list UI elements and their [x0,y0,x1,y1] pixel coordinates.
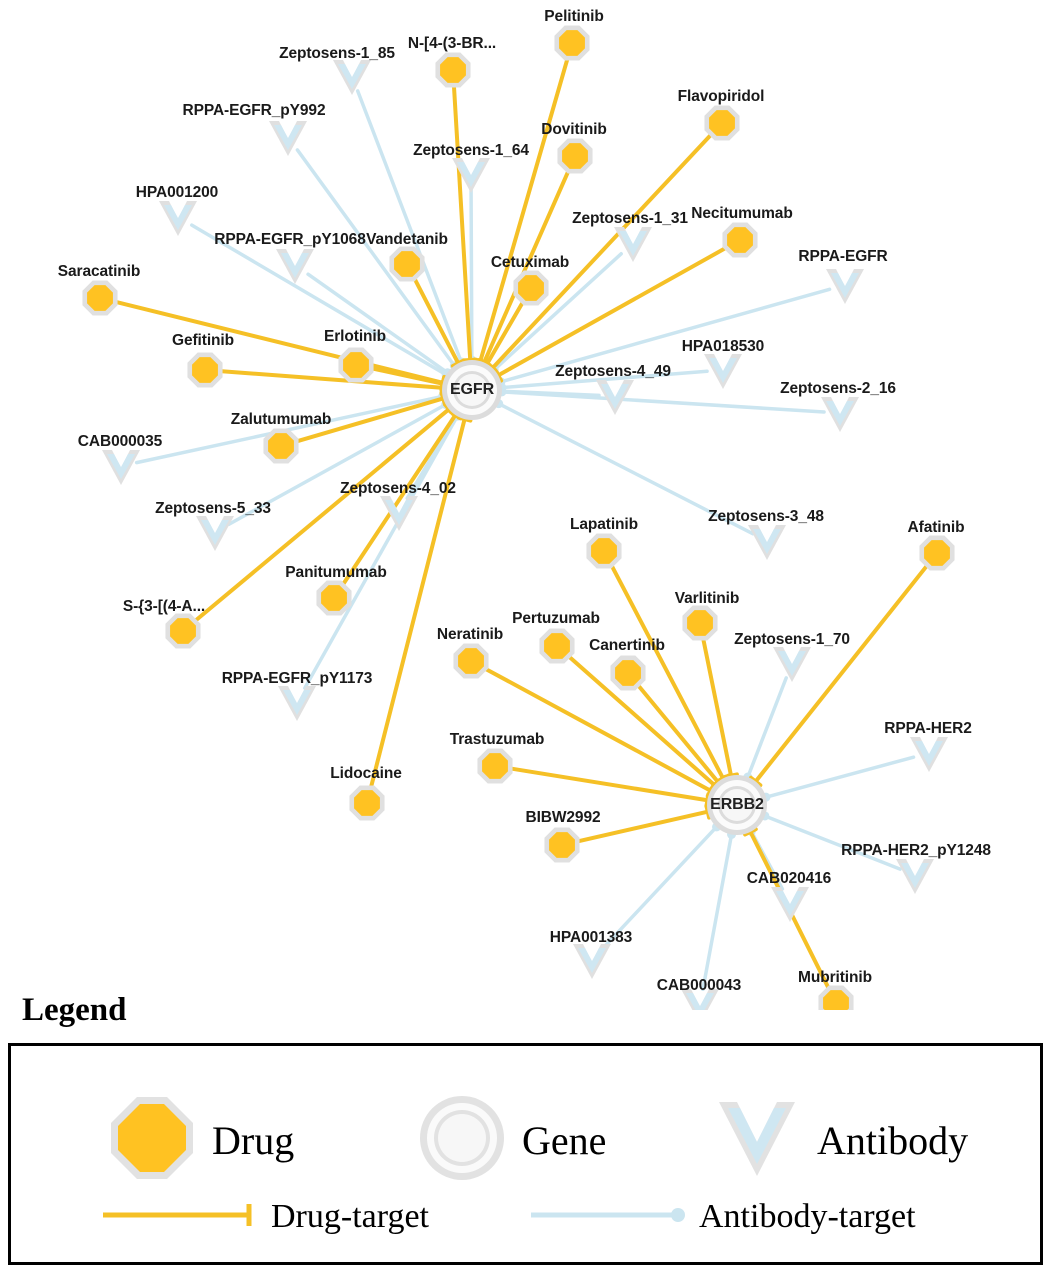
drug-node[interactable] [610,655,645,690]
legend-box [8,1043,1043,1265]
drug-node-label: Saracatinib [57,263,141,280]
antibody-node-label: RPPA-HER2_pY1248 [841,842,991,859]
drug-node-label: Zalutumumab [230,411,332,428]
antibody-node-label: Zeptosens-2_16 [780,380,896,397]
drug-target-edge [756,566,927,781]
drug-node[interactable] [554,25,589,60]
antibody-node[interactable] [573,944,611,979]
antibody-node[interactable] [771,887,809,922]
legend-item-drug [106,1092,294,1189]
drug-node[interactable] [818,985,853,1010]
drug-node-label: Cetuximab [490,254,570,271]
drug-node[interactable] [682,605,717,640]
drug-node-label: Pelitinib [544,8,604,25]
drug-node-label: N-[4-(3-BR... [407,35,497,52]
antibody-node-label: RPPA-EGFR [798,248,888,265]
antibody-node[interactable] [826,269,864,304]
drug-node[interactable] [919,535,954,570]
legend-item-antibody-target [529,1198,916,1236]
gene-node-label: EGFR [449,381,495,398]
legend-label-drug: Drug [212,1118,295,1163]
drug-node[interactable] [349,785,384,820]
drug-node[interactable] [557,138,592,173]
legend-title: Legend [22,992,127,1028]
gene-circle-icon [416,1092,508,1189]
drug-node[interactable] [544,827,579,862]
legend-label-antibody-target: Antibody-target [699,1198,916,1235]
drug-node[interactable] [263,428,298,463]
drug-node-label: S-{3-[(4-A... [122,598,206,615]
drug-node-label: Necitumumab [691,205,793,222]
antibody-node[interactable] [159,201,197,236]
legend-label-antibody: Antibody [817,1118,969,1163]
drug-node[interactable] [539,628,574,663]
antibody-node-label: RPPA-EGFR_pY992 [182,102,326,119]
drug-node[interactable] [477,748,512,783]
antibody-node-label: Zeptosens-5_33 [155,500,271,517]
drug-node-label: Trastuzumab [449,731,545,748]
antibody-node-label: RPPA-EGFR_pY1068 [214,231,366,248]
drug-target-edge [703,640,731,776]
drug-node-label: Gefitinib [172,332,234,349]
drug-node[interactable] [435,52,470,87]
drug-node-label: Panitumumab [285,564,387,581]
drug-node[interactable] [389,246,424,281]
antibody-node-label: RPPA-EGFR_pY1173 [221,670,373,687]
antibody-node-label: CAB000035 [77,433,163,450]
drug-node[interactable] [704,105,739,140]
drug-node[interactable] [338,347,373,382]
antibody-target-edge [703,834,732,989]
antibody-node-label: HPA001383 [549,929,633,946]
drug-node[interactable] [453,643,488,678]
legend-item-antibody [711,1092,968,1189]
antibody-target-edge [305,416,457,688]
drug-node-label: BIBW2992 [525,809,601,826]
drug-node-label: Lapatinib [570,516,638,533]
drug-target-edge [639,686,718,782]
drug-node-label: Erlotinib [324,328,386,345]
drug-target-edge-icon [101,1200,261,1235]
antibody-node[interactable] [196,516,234,551]
antibody-target-edge [502,392,824,412]
antibody-node-label: Zeptosens-3_48 [708,508,824,525]
antibody-node-label: Zeptosens-4_49 [555,363,671,380]
antibody-target-edge [748,678,786,777]
antibody-target-edge-icon [529,1200,689,1235]
legend-item-drug-target [101,1198,429,1236]
legend-item-gene [416,1092,606,1189]
antibody-node[interactable] [704,354,742,389]
drug-node-label: Pertuzumab [512,610,600,627]
antibody-node-label: HPA018530 [681,338,765,355]
antibody-chevron-icon [711,1092,803,1189]
antibody-node-label: Zeptosens-1_64 [413,142,529,159]
drug-node-label: Canertinib [589,637,665,654]
drug-node-label: Dovitinib [541,121,607,138]
drug-node-label: Mubritinib [798,969,872,986]
legend-edge-row [11,1198,1040,1258]
drug-target-edge [454,87,470,360]
antibody-node-label: Zeptosens-1_85 [279,45,395,62]
antibody-target-edge [308,274,447,372]
drug-node[interactable] [316,580,351,615]
drug-octagon-icon [106,1092,198,1189]
antibody-node-label: Zeptosens-4_02 [340,480,456,497]
drug-node[interactable] [82,280,117,315]
antibody-node[interactable] [102,450,140,485]
antibody-node[interactable] [278,686,316,721]
drug-node-label: Neratinib [436,626,504,643]
antibody-node-label: CAB020416 [746,870,832,887]
antibody-node[interactable] [333,60,371,95]
antibody-node[interactable] [896,859,934,894]
antibody-target-edge [471,190,472,360]
drug-node[interactable] [513,270,548,305]
drug-node-label: Vandetanib [366,231,448,248]
antibody-node[interactable] [910,737,948,772]
antibody-node-label: HPA001200 [135,184,219,201]
legend-node-row [11,1084,1040,1184]
antibody-node-label: RPPA-HER2 [884,720,972,737]
drug-node[interactable] [165,613,200,648]
legend-label-drug-target: Drug-target [271,1198,429,1235]
drug-node-label: Flavopiridol [677,88,765,105]
drug-node-label: Afatinib [907,519,965,536]
legend-label-gene: Gene [522,1118,607,1163]
drug-node[interactable] [586,533,621,568]
drug-node-label: Varlitinib [674,590,740,607]
antibody-target-edge [766,757,914,797]
drug-target-edge [343,415,455,584]
drug-node[interactable] [187,352,222,387]
antibody-node[interactable] [269,121,307,156]
antibody-node-label: Zeptosens-1_31 [572,210,688,227]
antibody-node[interactable] [748,525,786,560]
antibody-node-label: CAB000043 [656,977,742,994]
antibody-node[interactable] [821,397,859,432]
antibody-node[interactable] [773,647,811,682]
drug-node-label: Lidocaine [330,765,402,782]
drug-node[interactable] [722,222,757,257]
antibody-node-label: Zeptosens-1_70 [734,631,850,648]
gene-node-label: ERBB2 [710,796,764,813]
